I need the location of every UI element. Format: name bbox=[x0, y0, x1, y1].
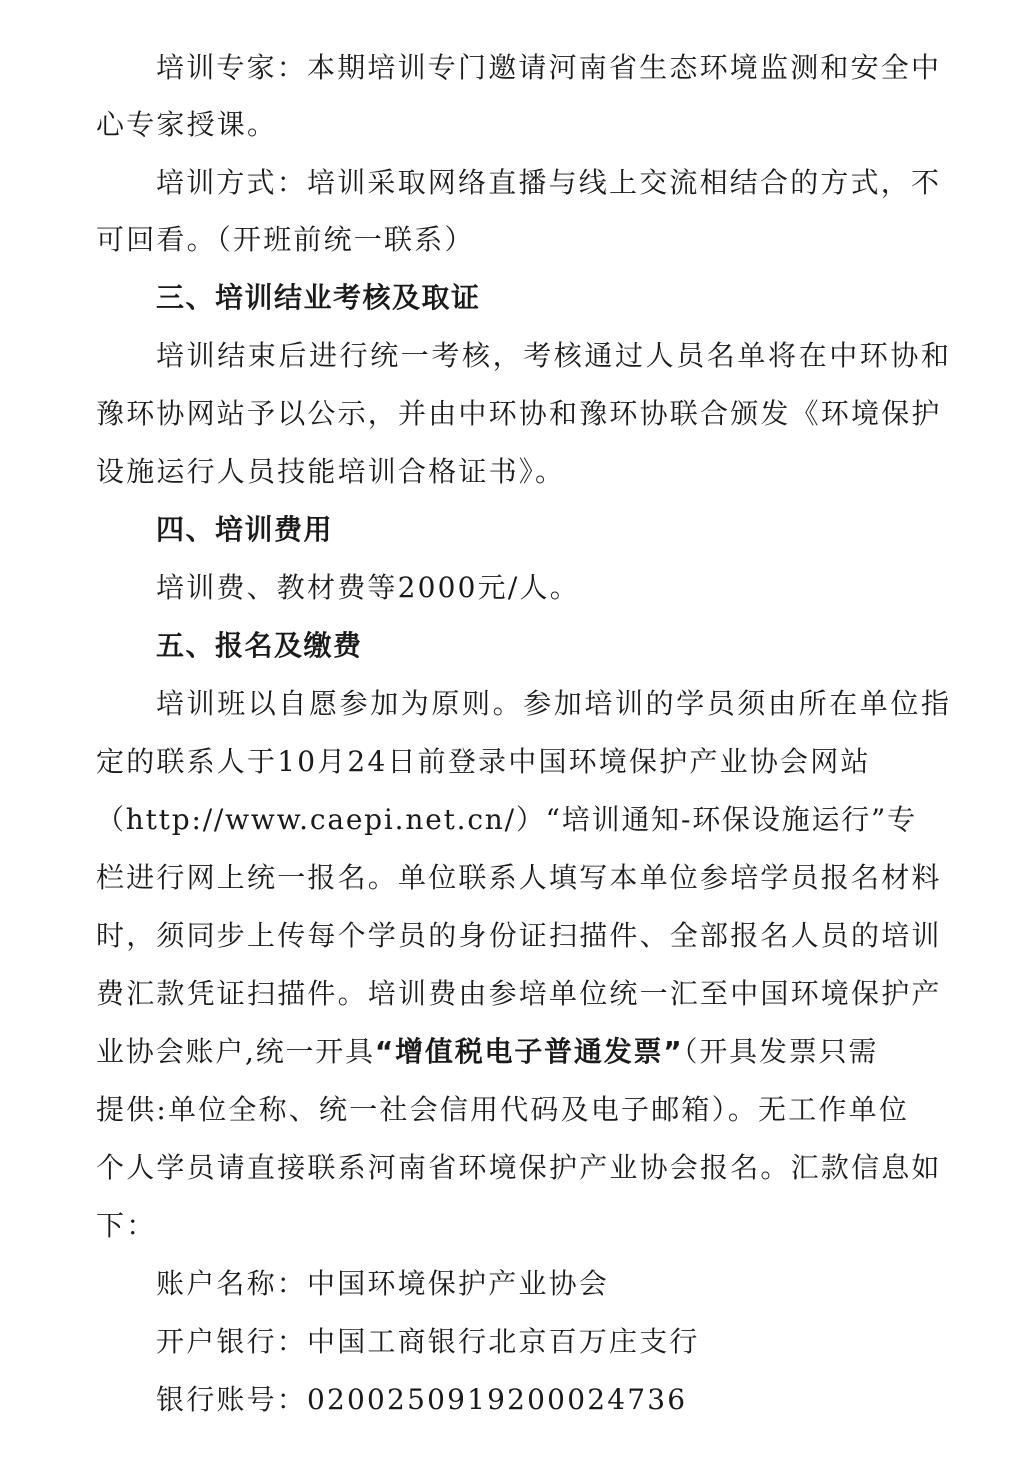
registration-line-9: 个人学员请直接联系河南省环境保护产业协会报名。汇款信息如 bbox=[96, 1151, 942, 1184]
invoice-line-prefix: 业协会账户,统一开具 bbox=[96, 1035, 375, 1068]
registration-line-2: 定的联系人于10月24日前登录中国环境保护产业协会网站 bbox=[96, 745, 871, 778]
registration-line-1: 培训班以自愿参加为原则。参加培训的学员须由所在单位指 bbox=[156, 687, 952, 720]
registration-line-6: 费汇款凭证扫描件。培训费由参培单位统一汇至中国环境保护产 bbox=[96, 977, 942, 1010]
invoice-line-suffix: （开具发票只需 bbox=[683, 1035, 879, 1068]
account-number: 银行账号：0200250919200024736 bbox=[156, 1383, 688, 1416]
trainer-line-2: 心专家授课。 bbox=[96, 108, 278, 141]
method-line-2: 可回看。（开班前统一联系） bbox=[96, 223, 475, 256]
certificate-line-3: 设施运行人员技能培训合格证书》。 bbox=[96, 455, 566, 488]
registration-line-8: 提供:单位全称、统一社会信用代码及电子邮箱）。无工作单位 bbox=[96, 1093, 910, 1126]
registration-line-10: 下： bbox=[96, 1209, 157, 1242]
section-heading-registration: 五、报名及缴费 bbox=[156, 629, 363, 662]
fee-line-1: 培训费、教材费等2000元/人。 bbox=[156, 571, 580, 604]
registration-invoice-line bbox=[96, 1023, 932, 1081]
bank-name: 开户银行：中国工商银行北京百万庄支行 bbox=[156, 1325, 700, 1358]
account-name: 账户名称：中国环境保护产业协会 bbox=[156, 1267, 610, 1300]
section-heading-fee: 四、培训费用 bbox=[156, 513, 334, 546]
method-line-1: 培训方式：培训采取网络直播与线上交流相结合的方式，不 bbox=[156, 166, 942, 199]
registration-line-5: 时，须同步上传每个学员的身份证扫描件、全部报名人员的培训 bbox=[96, 919, 942, 952]
invoice-type-bold: “增值税电子普通发票” bbox=[374, 1035, 684, 1068]
trainer-line-1: 培训专家：本期培训专门邀请河南省生态环境监测和安全中 bbox=[156, 51, 942, 84]
certificate-line-1: 培训结束后进行统一考核，考核通过人员名单将在中环协和 bbox=[156, 339, 952, 372]
section-heading-certificate: 三、培训结业考核及取证 bbox=[156, 281, 481, 314]
registration-url-line: （http://www.caepi.net.cn/）“培训通知-环保设施运行”专 bbox=[96, 803, 917, 836]
registration-line-4: 栏进行网上统一报名。单位联系人填写本单位参培学员报名材料 bbox=[96, 861, 942, 894]
certificate-line-2: 豫环协网站予以公示，并由中环协和豫环协联合颁发《环境保护 bbox=[96, 397, 942, 430]
